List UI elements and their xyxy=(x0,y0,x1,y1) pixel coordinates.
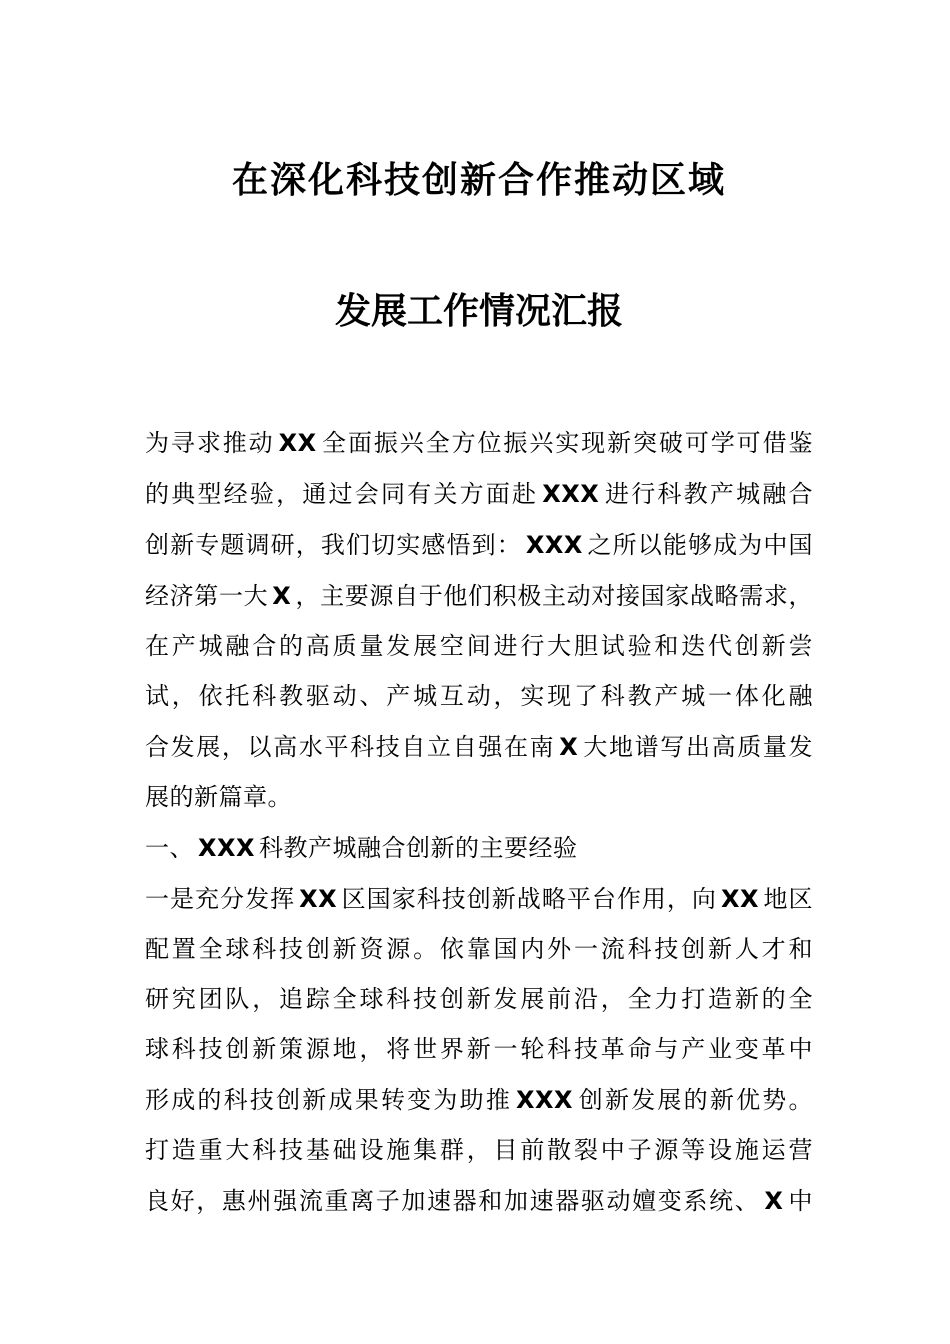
latin-placeholder-text: XX xyxy=(299,885,338,913)
body-line: 试，依托科教驱动、产城互动，实现了科教产城一体化融 xyxy=(145,684,813,710)
document-title xyxy=(145,157,813,334)
document-body xyxy=(145,418,813,1227)
latin-placeholder-text: XXX xyxy=(516,1086,574,1114)
latin-placeholder-text: XXX xyxy=(542,480,600,508)
body-line: 经济第一大 X ，主要源自于他们积极主动对接国家战略需求， xyxy=(145,582,814,610)
body-line: 球科技创新策源地，将世界新一轮科技革命与产业变革中 xyxy=(145,1037,813,1063)
body-line: 在产城融合的高质量发展空间进行大胆试验和迭代创新尝 xyxy=(145,634,813,660)
body-line: 良好，惠州强流重离子加速器和加速器驱动嬗变系统、 X 中 xyxy=(145,1187,813,1215)
body-line: 合发展，以高水平科技自立自强在南 X 大地谱写出高质量发 xyxy=(145,733,814,761)
body-line: 展的新篇章。 xyxy=(145,785,292,811)
document-title-line-2: 发展工作情况汇报 xyxy=(334,291,623,331)
document-title-line-1: 在深化科技创新合作推动区域 xyxy=(231,160,726,200)
body-line: 一是充分发挥 XX 区国家科技创新战略平台作用，向 XX 地区 xyxy=(145,885,814,913)
latin-placeholder-text: XXX xyxy=(525,531,583,559)
latin-placeholder-text: X xyxy=(559,733,579,761)
latin-placeholder-text: XX xyxy=(278,429,317,457)
body-line: 为寻求推动 XX 全面振兴全方位振兴实现新突破可学可借鉴 xyxy=(145,429,814,457)
body-line: 一、 XXX 科教产城融合创新的主要经验 xyxy=(145,834,578,862)
body-line: 的典型经验，通过会同有关方面赴 XXX 进行科教产城融合 xyxy=(145,480,813,508)
latin-placeholder-text: XXX xyxy=(198,834,256,862)
latin-placeholder-text: X xyxy=(272,582,292,610)
body-line: 配置全球科技创新资源。依靠国内外一流科技创新人才和 xyxy=(145,937,813,963)
latin-placeholder-text: XX xyxy=(720,885,759,913)
body-line: 创新专题调研，我们切实感悟到： XXX 之所以能够成为中国 xyxy=(145,531,814,559)
body-line: 研究团队，追踪全球科技创新发展前沿，全力打造新的全 xyxy=(145,987,813,1013)
latin-placeholder-text: X xyxy=(764,1187,784,1215)
body-line: 形成的科技创新成果转变为助推 XXX 创新发展的新优势。 xyxy=(145,1086,814,1114)
body-line: 打造重大科技基础设施集群，目前散裂中子源等设施运营 xyxy=(145,1138,813,1164)
